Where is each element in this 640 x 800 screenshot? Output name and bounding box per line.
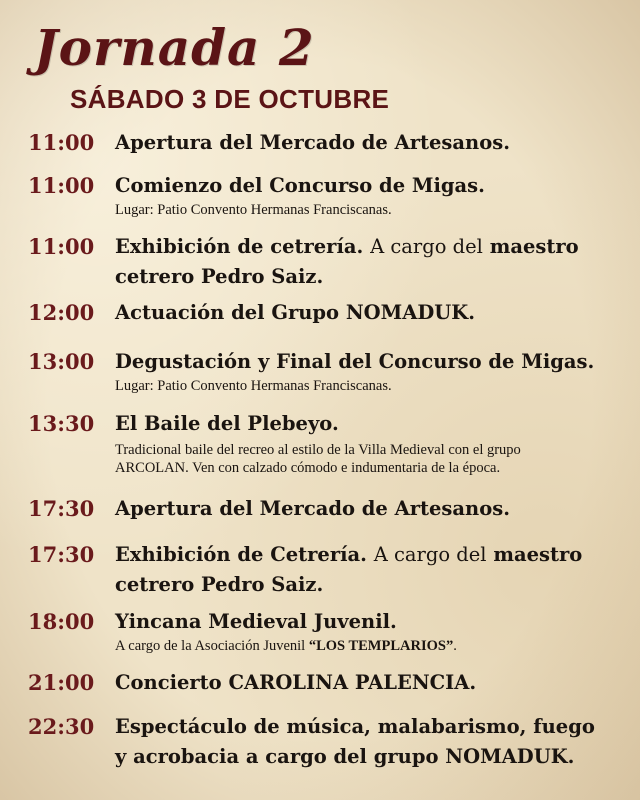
event-title: Exhibición de Cetrería.: [115, 543, 367, 566]
event-title-connector: A cargo del: [370, 235, 483, 258]
event-detail-end: .: [453, 638, 457, 654]
event-row: [28, 128, 620, 158]
event-time: 11:00: [28, 173, 95, 198]
event-title: Actuación del Grupo NOMADUK.: [115, 301, 476, 324]
event-title-tail: maestro: [493, 543, 583, 566]
event-title: Apertura del Mercado de Artesanos.: [115, 497, 510, 520]
event-row: [28, 347, 620, 395]
event-row: [28, 668, 620, 698]
event-row: [28, 494, 620, 524]
event-row: [28, 232, 620, 292]
event-time: 21:00: [28, 670, 95, 695]
event-row: [28, 540, 620, 600]
event-title-line-2: y acrobacia a cargo del grupo NOMADUK.: [115, 745, 575, 768]
event-title: Apertura del Mercado de Artesanos.: [115, 131, 510, 154]
event-time: 11:00: [28, 234, 95, 259]
event-title: Exhibición de cetrería.: [115, 235, 364, 258]
event-detail: A cargo de la Asociación Juvenil: [115, 638, 306, 654]
event-time: 22:30: [28, 714, 95, 739]
event-title-line-2: cetrero Pedro Saiz.: [115, 573, 324, 596]
event-title-tail: maestro: [489, 235, 579, 258]
event-time: 13:30: [28, 411, 95, 436]
event-title: Yincana Medieval Juvenil.: [115, 610, 397, 633]
page-title: Jornada 2: [34, 18, 315, 77]
event-title: Degustación y Final del Concurso de Migas.: [115, 350, 595, 373]
event-time: 18:00: [28, 609, 95, 634]
event-time: 12:00: [28, 300, 95, 325]
event-title: Espectáculo de música, malabarismo, fuego: [115, 715, 595, 738]
event-detail-highlight: “LOS TEMPLARIOS”: [308, 638, 454, 654]
event-time: 13:00: [28, 349, 95, 374]
event-title: Comienzo del Concurso de Migas.: [115, 174, 485, 197]
event-title: El Baile del Plebeyo.: [115, 412, 339, 435]
event-row: [28, 298, 620, 328]
event-title-connector: A cargo del: [373, 543, 487, 566]
event-detail: Tradicional baile del recreo al estilo de la Villa Medieval con el grupo: [115, 442, 521, 458]
event-detail: ARCOLAN. Ven con calzado cómodo e indumentaria de la época.: [115, 460, 501, 476]
event-title: Concierto CAROLINA PALENCIA.: [115, 671, 477, 694]
page-subtitle: SÁBADO 3 DE OCTUBRE: [70, 84, 390, 114]
event-row: [28, 607, 620, 655]
event-title-line-2: cetrero Pedro Saiz.: [115, 265, 324, 288]
event-time: 11:00: [28, 130, 95, 155]
event-time: 17:30: [28, 496, 95, 521]
event-detail: Lugar: Patio Convento Hermanas Franciscanas.: [115, 378, 392, 394]
event-row: [28, 712, 620, 772]
event-row: [28, 409, 620, 477]
event-detail: Lugar: Patio Convento Hermanas Franciscanas.: [115, 202, 392, 218]
event-row: [28, 171, 620, 219]
event-time: 17:30: [28, 542, 95, 567]
